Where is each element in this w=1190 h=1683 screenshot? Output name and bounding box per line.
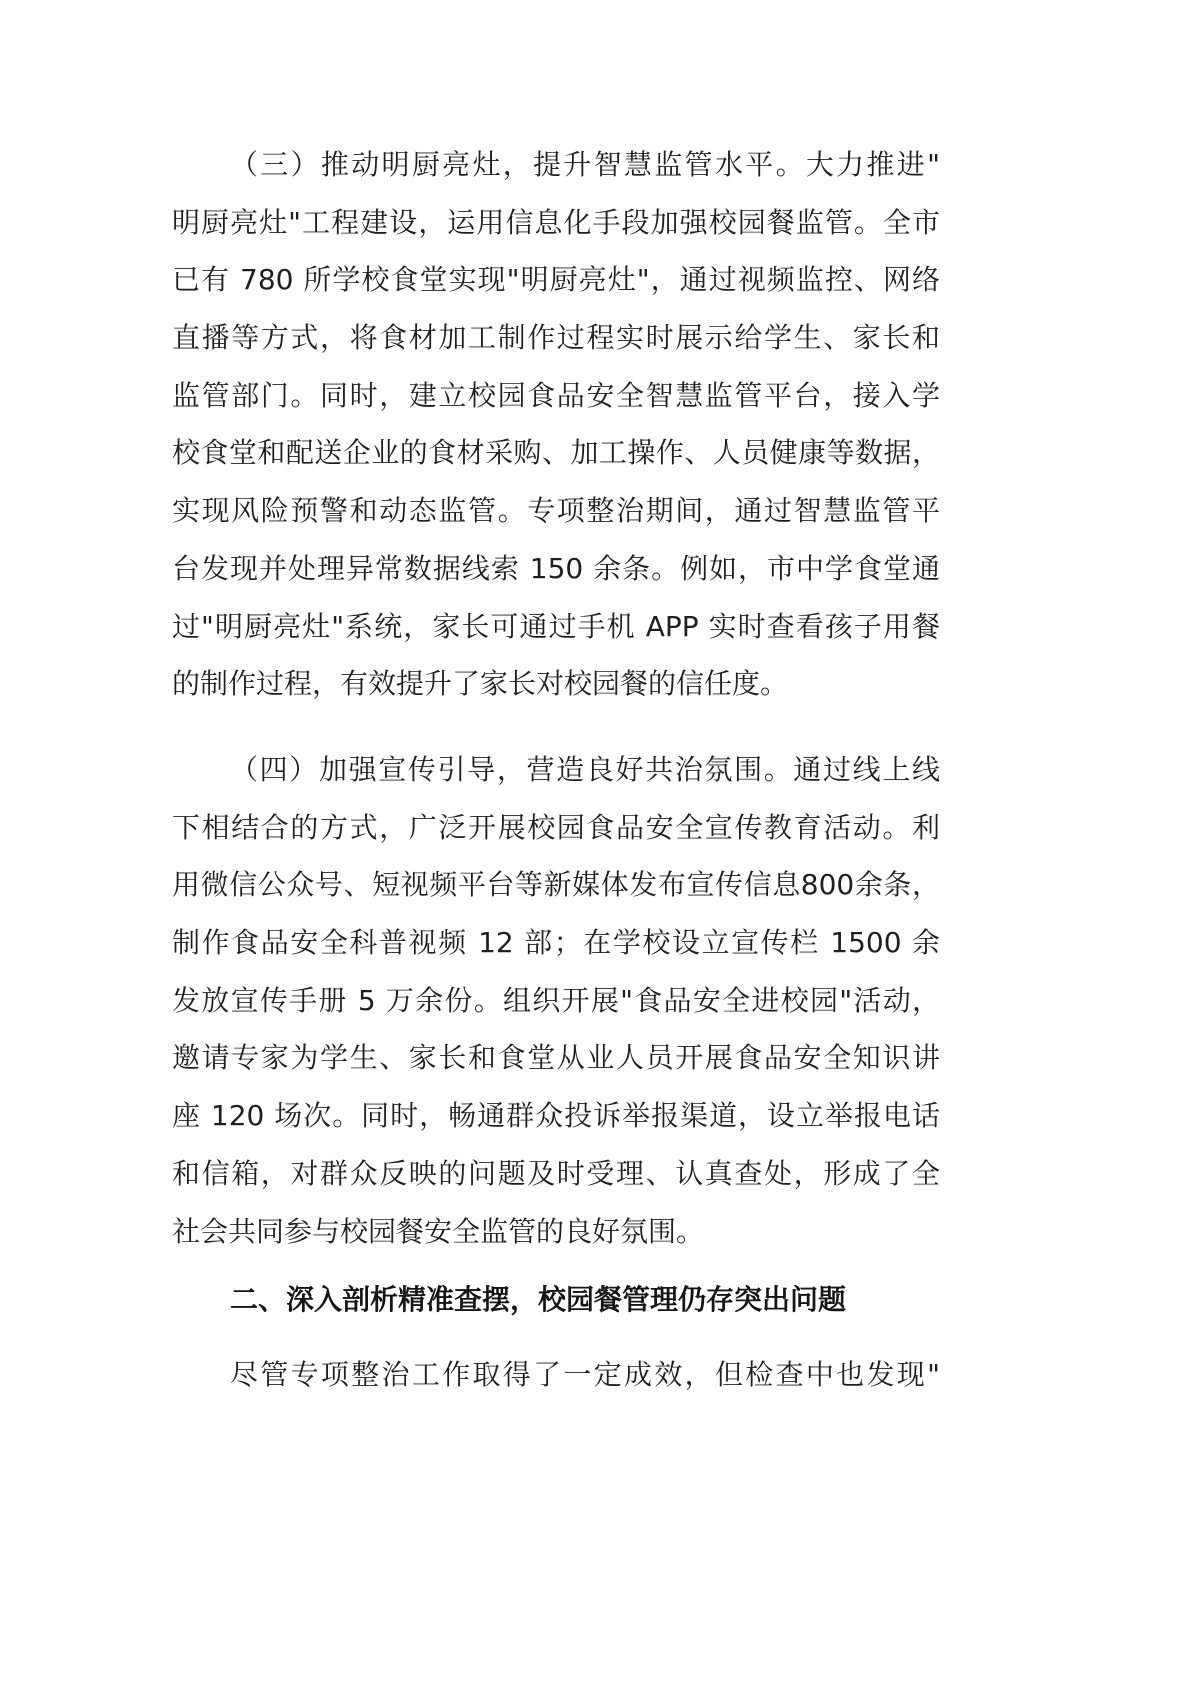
paragraph-line: 直播等方式，将食材加工制作过程实时展示给学生、家长和	[172, 321, 940, 355]
paragraph-line: 明厨亮灶"工程建设，运用信息化手段加强校园餐监管。全市	[172, 205, 940, 239]
paragraph-line: 台发现并处理异常数据线索 150 余条。例如，市中学食堂通	[172, 551, 940, 585]
paragraph-line: 下相结合的方式，广泛开展校园食品安全宣传教育活动。利	[172, 810, 940, 844]
section-heading-text: 二、深入剖析精准查摆，校园餐管理仍存突出问题	[230, 1283, 847, 1316]
paragraph-line: 尽管专项整治工作取得了一定成效，但检查中也发现"	[230, 1358, 940, 1391]
paragraph-line: 邀请专家为学生、家长和食堂从业人员开展食品安全知识讲	[172, 1041, 940, 1075]
paragraph-line: 制作食品安全科普视频 12 部；在学校设立宣传栏 1500 余	[172, 926, 940, 960]
paragraph-publicity-guidance	[172, 741, 940, 1260]
section-heading	[172, 1271, 940, 1329]
paragraph-line: 过"明厨亮灶"系统，家长可通过手机 APP 实时查看孩子用餐	[172, 609, 940, 643]
paragraph-line: 用微信公众号、短视频平台等新媒体发布宣传信息800余条，	[172, 868, 940, 902]
paragraph-line: （四）加强宣传引导，营造良好共治氛围。通过线上线	[230, 753, 940, 786]
paragraph-problems-intro	[172, 1346, 940, 1404]
paragraph-line: 校食堂和配送企业的食材采购、加工操作、人员健康等数据，	[172, 436, 940, 470]
paragraph-line: 的制作过程，有效提升了家长对校园餐的信任度。	[172, 667, 789, 701]
paragraph-promote-open-kitchens	[172, 136, 940, 713]
paragraph-line: 发放宣传手册 5 万余份。组织开展"食品安全进校园"活动，	[172, 983, 940, 1017]
paragraph-line: （三）推动明厨亮灶，提升智慧监管水平。大力推进"	[230, 148, 940, 181]
paragraph-line: 已有 780 所学校食堂实现"明厨亮灶"，通过视频监控、网络	[172, 263, 940, 297]
paragraph-line: 实现风险预警和动态监管。专项整治期间，通过智慧监管平	[172, 494, 940, 528]
paragraph-line: 座 120 场次。同时，畅通群众投诉举报渠道，设立举报电话	[172, 1099, 940, 1133]
paragraph-line: 社会共同参与校园餐安全监管的良好氛围。	[172, 1214, 705, 1248]
paragraph-line: 监管部门。同时，建立校园食品安全智慧监管平台，接入学	[172, 378, 940, 412]
paragraph-line: 和信箱，对群众反映的问题及时受理、认真查处，形成了全	[172, 1156, 940, 1190]
